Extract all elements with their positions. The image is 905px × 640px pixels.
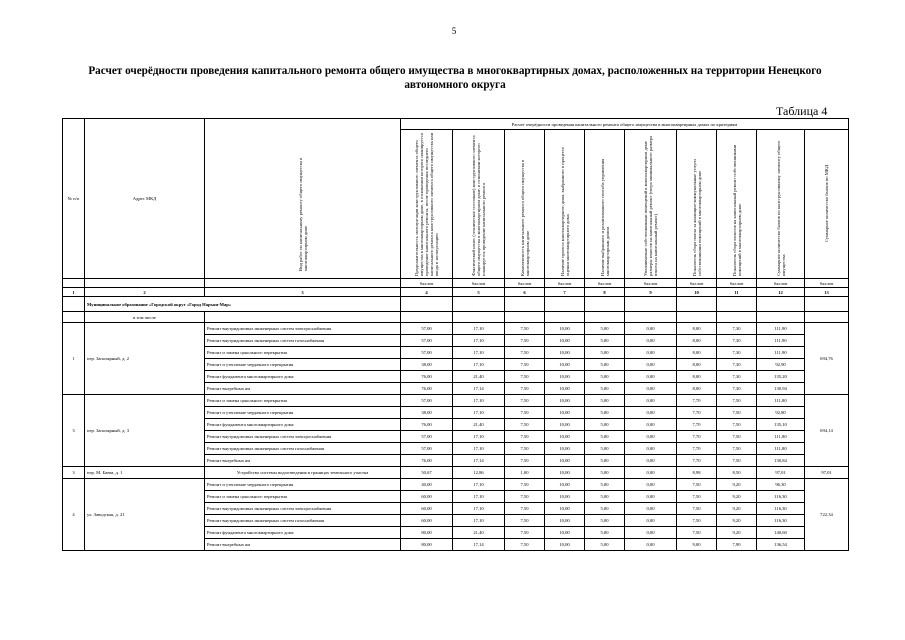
score-cell: 7,50 <box>677 491 717 503</box>
score-cell: 57,00 <box>401 323 453 335</box>
document-title: Расчет очерёдности проведения капитального ремонта общего имущества в многоквартирных домах, расположенных на территории Ненецкого автономного округа <box>88 65 822 91</box>
score-cell: 10,00 <box>545 539 585 551</box>
score-cell: 17,10 <box>453 335 505 347</box>
score-cell: 10,00 <box>545 443 585 455</box>
score-cell: 57,00 <box>401 431 453 443</box>
score-cell: 10,00 <box>545 503 585 515</box>
score-cell: 17,10 <box>453 515 505 527</box>
header-criterion-9: Уплачиваемые собственниками помещений в многоквартирном доме размеры взносов на капитальный ремонт (сверх минимального размера взноса на капитальный ремонт) <box>625 130 677 279</box>
score-cell: 7,50 <box>677 503 717 515</box>
score-cell: 135,10 <box>757 419 805 431</box>
score-cell: 111,90 <box>757 323 805 335</box>
score-cell: 17,10 <box>453 503 505 515</box>
score-cell: 10,00 <box>545 407 585 419</box>
score-cell: 5,00 <box>585 395 625 407</box>
score-cell: 7,50 <box>677 515 717 527</box>
mkd-total-cell: 97,01 <box>805 467 849 479</box>
column-number: 1 <box>63 288 85 297</box>
score-cell: 9,20 <box>717 479 757 491</box>
score-cell: 38,00 <box>401 407 453 419</box>
score-cell: 7,50 <box>505 503 545 515</box>
score-cell: 17,10 <box>453 479 505 491</box>
score-cell: 9,20 <box>717 491 757 503</box>
score-cell: 0,00 <box>625 443 677 455</box>
score-cell: 7,50 <box>505 335 545 347</box>
mkd-total-cell: 722,34 <box>805 479 849 551</box>
score-cell: 92,80 <box>757 407 805 419</box>
score-cell: 0,00 <box>625 407 677 419</box>
score-cell: 10,00 <box>545 383 585 395</box>
priority-table <box>62 118 849 551</box>
score-cell: 7,50 <box>505 527 545 539</box>
header-criterion-8: Наличие выбранного и реализованного способа управления многоквартирным домом <box>585 130 625 279</box>
score-cell: 76,00 <box>401 455 453 467</box>
score-cell: 0,00 <box>625 455 677 467</box>
score-cell: 7,50 <box>505 395 545 407</box>
score-cell: 7,50 <box>505 479 545 491</box>
unit-label: баллов <box>545 279 585 288</box>
municipality-name: Муниципальное образование «Городской округ «Город Нарьян-Мар» <box>85 297 401 312</box>
work-type-cell: Ремонт фундамента многоквартирного дома <box>205 419 401 431</box>
header-criterion-6: Комплексность капитального ремонта общего имущества в многоквартирном доме <box>505 130 545 279</box>
row-number: 4 <box>63 479 85 551</box>
score-cell: 0,00 <box>625 467 677 479</box>
score-cell: 5,00 <box>585 491 625 503</box>
score-cell: 17,10 <box>453 491 505 503</box>
score-cell: 7,70 <box>677 443 717 455</box>
score-cell: 0,00 <box>625 479 677 491</box>
score-cell: 17,10 <box>453 359 505 371</box>
score-cell: 8,98 <box>677 467 717 479</box>
work-type-cell: Ремонт внутридомовых инженерных систем газоснабжения <box>205 443 401 455</box>
unit-label: баллов <box>805 279 849 288</box>
score-cell: 10,00 <box>545 467 585 479</box>
score-cell: 5,00 <box>585 335 625 347</box>
score-cell: 7,50 <box>677 527 717 539</box>
table-row <box>63 479 849 491</box>
score-cell: 8,00 <box>677 371 717 383</box>
score-cell: 5,00 <box>585 419 625 431</box>
score-cell: 135,20 <box>757 371 805 383</box>
score-cell: 7,50 <box>717 431 757 443</box>
table-row <box>63 467 849 479</box>
score-cell: 7,30 <box>717 323 757 335</box>
score-cell: 17,10 <box>453 347 505 359</box>
including-row <box>63 312 849 323</box>
score-cell: 12,86 <box>453 467 505 479</box>
score-cell: 7,30 <box>717 359 757 371</box>
score-cell: 9,00 <box>677 539 717 551</box>
score-cell: 17,14 <box>453 383 505 395</box>
work-type-cell: Ремонт внутридомовых инженерных систем электроснабжения <box>205 431 401 443</box>
work-type-cell: Ремонт и замена цокольного перекрытия <box>205 395 401 407</box>
score-cell: 5,00 <box>585 347 625 359</box>
header-criterion-11: Показатель сбора взносов на капитальный ремонт собственниками помещений в многоквартирном доме <box>717 130 757 279</box>
score-cell: 7,50 <box>505 323 545 335</box>
score-cell: 0,00 <box>625 515 677 527</box>
score-cell: 5,00 <box>585 359 625 371</box>
unit-label: баллов <box>677 279 717 288</box>
score-cell: 7,50 <box>505 371 545 383</box>
score-cell: 5,00 <box>585 539 625 551</box>
score-cell: 21,40 <box>453 527 505 539</box>
score-cell: 5,00 <box>585 443 625 455</box>
score-cell: 10,00 <box>545 515 585 527</box>
column-number: 2 <box>85 288 205 297</box>
header-criterion-7: Наличие проекта многоквартирного дома, выбранного в процессе оценки многоквартирного дома <box>545 130 585 279</box>
work-type-cell: Ремонт внутридомовых инженерных систем электроснабжения <box>205 503 401 515</box>
column-number: 6 <box>505 288 545 297</box>
unit-label: баллов <box>401 279 453 288</box>
unit-label: баллов <box>757 279 805 288</box>
score-cell: 0,00 <box>625 371 677 383</box>
score-cell: 57,00 <box>401 395 453 407</box>
score-cell: 7,50 <box>505 419 545 431</box>
score-cell: 5,00 <box>585 503 625 515</box>
score-cell: 0,00 <box>625 395 677 407</box>
score-cell: 76,00 <box>401 371 453 383</box>
score-cell: 10,00 <box>545 491 585 503</box>
score-cell: 130,84 <box>757 455 805 467</box>
score-cell: 0,00 <box>625 491 677 503</box>
column-number: 11 <box>717 288 757 297</box>
score-cell: 7,50 <box>505 359 545 371</box>
score-cell: 7,70 <box>677 455 717 467</box>
score-cell: 5,00 <box>585 431 625 443</box>
score-cell: 7,50 <box>505 383 545 395</box>
score-cell: 1,00 <box>505 467 545 479</box>
score-cell: 8,00 <box>677 323 717 335</box>
work-type-cell: Ремонт внутридомовых инженерных систем газоснабжения <box>205 515 401 527</box>
row-number: 1 <box>63 323 85 395</box>
work-type-cell: Ремонт внутридомовых инженерных систем электроснабжения <box>205 323 401 335</box>
score-cell: 7,50 <box>505 407 545 419</box>
score-cell: 111,80 <box>757 395 805 407</box>
score-cell: 7,50 <box>505 443 545 455</box>
header-criterion-12: Суммарное количество баллов по конструктивному элементу общего имущества <box>757 130 805 279</box>
score-cell: 10,00 <box>545 323 585 335</box>
score-cell: 17,10 <box>453 323 505 335</box>
unit-label: баллов <box>453 279 505 288</box>
work-type-cell: Ремонт выгребных ям <box>205 539 401 551</box>
column-number: 13 <box>805 288 849 297</box>
work-type-cell: Устройство системы водоотведения в границах земельного участка <box>205 467 401 479</box>
score-cell: 10,00 <box>545 371 585 383</box>
column-number: 4 <box>401 288 453 297</box>
work-type-cell: Ремонт выгребных ям <box>205 383 401 395</box>
score-cell: 140,60 <box>757 527 805 539</box>
work-type-cell: Ремонт и утепление чердачного перекрытия <box>205 359 401 371</box>
unit-row <box>63 279 849 288</box>
score-cell: 9,20 <box>717 527 757 539</box>
score-cell: 10,00 <box>545 419 585 431</box>
score-cell: 17,10 <box>453 407 505 419</box>
index-row <box>63 288 849 297</box>
score-cell: 7,30 <box>717 371 757 383</box>
score-cell: 10,00 <box>545 335 585 347</box>
unit-label: баллов <box>505 279 545 288</box>
score-cell: 80,00 <box>401 539 453 551</box>
work-type-cell: Ремонт фундамента многоквартирного дома <box>205 371 401 383</box>
score-cell: 7,70 <box>677 419 717 431</box>
score-cell: 7,30 <box>717 383 757 395</box>
score-cell: 7,50 <box>505 539 545 551</box>
score-cell: 10,00 <box>545 347 585 359</box>
header-no: № п/п <box>63 119 85 279</box>
score-cell: 7,50 <box>505 491 545 503</box>
score-cell: 76,00 <box>401 383 453 395</box>
page-number: 5 <box>451 26 457 36</box>
score-cell: 111,90 <box>757 335 805 347</box>
score-cell: 7,50 <box>505 431 545 443</box>
column-number: 12 <box>757 288 805 297</box>
score-cell: 8,00 <box>677 383 717 395</box>
score-cell: 9,20 <box>717 515 757 527</box>
score-cell: 17,10 <box>453 431 505 443</box>
score-cell: 7,50 <box>505 515 545 527</box>
header-criterion-10: Показатель сбора платы за жилищно-коммунальные услуги собственниками помещений в многоквартирном доме <box>677 130 717 279</box>
column-number: 8 <box>585 288 625 297</box>
score-cell: 10,00 <box>545 431 585 443</box>
address-cell: пер. Заполярный, д. 2 <box>85 323 205 395</box>
score-cell: 0,00 <box>625 419 677 431</box>
score-cell: 7,30 <box>717 347 757 359</box>
score-cell: 116,30 <box>757 515 805 527</box>
score-cell: 57,00 <box>401 335 453 347</box>
municipality-row <box>63 297 849 312</box>
header-criterion-13: Суммарное количество баллов по МКД <box>805 130 849 279</box>
table-row <box>63 323 849 335</box>
score-cell: 21,40 <box>453 419 505 431</box>
score-cell: 0,00 <box>625 347 677 359</box>
score-cell: 7,70 <box>677 407 717 419</box>
score-cell: 57,00 <box>401 443 453 455</box>
score-cell: 21,40 <box>453 371 505 383</box>
column-number: 7 <box>545 288 585 297</box>
score-cell: 111,80 <box>757 443 805 455</box>
score-cell: 97,01 <box>757 467 805 479</box>
header-row-top <box>63 119 849 130</box>
unit-label: баллов <box>585 279 625 288</box>
score-cell: 136,54 <box>757 539 805 551</box>
table-row <box>63 395 849 407</box>
score-cell: 116,30 <box>757 503 805 515</box>
mkd-total-cell: 694,14 <box>805 395 849 467</box>
unit-label: баллов <box>717 279 757 288</box>
score-cell: 10,00 <box>545 395 585 407</box>
mkd-total-cell: 694,76 <box>805 323 849 395</box>
work-type-cell: Ремонт и замена цокольного перекрытия <box>205 491 401 503</box>
work-type-cell: Ремонт и утепление чердачного перекрытия <box>205 407 401 419</box>
score-cell: 10,00 <box>545 479 585 491</box>
address-cell: ул. Заводская, д. 21 <box>85 479 205 551</box>
score-cell: 7,50 <box>677 479 717 491</box>
score-cell: 7,30 <box>717 335 757 347</box>
score-cell: 38,00 <box>401 359 453 371</box>
score-cell: 92,90 <box>757 359 805 371</box>
header-criterion-5: Фактический износ (техническое состояние) конструктивного элемента общего имущества в многоквартирном доме, в отношении которого планируется проведение капитального ремонта <box>453 130 505 279</box>
column-number: 3 <box>205 288 401 297</box>
work-type-cell: Ремонт и утепление чердачного перекрытия <box>205 479 401 491</box>
score-cell: 7,50 <box>717 443 757 455</box>
unit-label: баллов <box>625 279 677 288</box>
table-label: Таблица 4 <box>776 104 828 118</box>
score-cell: 17,10 <box>453 395 505 407</box>
score-cell: 7,70 <box>677 395 717 407</box>
score-cell: 5,00 <box>585 323 625 335</box>
score-cell: 0,00 <box>625 323 677 335</box>
score-cell: 8,00 <box>677 347 717 359</box>
score-cell: 7,70 <box>677 431 717 443</box>
score-cell: 7,90 <box>717 539 757 551</box>
score-cell: 7,50 <box>717 395 757 407</box>
score-cell: 60,00 <box>401 491 453 503</box>
score-cell: 50,67 <box>401 467 453 479</box>
column-number: 10 <box>677 288 717 297</box>
score-cell: 0,00 <box>625 503 677 515</box>
row-number: 3 <box>63 395 85 467</box>
score-cell: 8,50 <box>717 467 757 479</box>
score-cell: 10,00 <box>545 455 585 467</box>
score-cell: 9,20 <box>717 503 757 515</box>
score-cell: 8,00 <box>677 335 717 347</box>
score-cell: 5,00 <box>585 383 625 395</box>
score-cell: 57,00 <box>401 347 453 359</box>
address-cell: пер. М. Баева, д. 1 <box>85 467 205 479</box>
work-type-cell: Ремонт выгребных ям <box>205 455 401 467</box>
score-cell: 17,14 <box>453 539 505 551</box>
score-cell: 5,00 <box>585 407 625 419</box>
score-cell: 0,00 <box>625 527 677 539</box>
address-cell: пер. Заполярный, д. 3 <box>85 395 205 467</box>
score-cell: 0,00 <box>625 359 677 371</box>
row-number: 3 <box>63 467 85 479</box>
score-cell: 5,00 <box>585 479 625 491</box>
score-cell: 96,30 <box>757 479 805 491</box>
score-cell: 116,30 <box>757 491 805 503</box>
work-type-cell: Ремонт фундамента многоквартирного дома <box>205 527 401 539</box>
score-cell: 5,00 <box>585 455 625 467</box>
score-cell: 76,00 <box>401 419 453 431</box>
score-cell: 80,00 <box>401 527 453 539</box>
score-cell: 7,50 <box>717 455 757 467</box>
score-cell: 7,50 <box>505 347 545 359</box>
score-cell: 111,80 <box>757 431 805 443</box>
score-cell: 130,94 <box>757 383 805 395</box>
score-cell: 7,50 <box>505 455 545 467</box>
score-cell: 17,14 <box>453 455 505 467</box>
score-cell: 17,10 <box>453 443 505 455</box>
score-cell: 40,00 <box>401 479 453 491</box>
score-cell: 10,00 <box>545 527 585 539</box>
score-cell: 10,00 <box>545 359 585 371</box>
score-cell: 5,00 <box>585 467 625 479</box>
work-type-cell: Ремонт и замена цокольного перекрытия <box>205 347 401 359</box>
score-cell: 60,00 <box>401 515 453 527</box>
header-criterion-4: Продолжительность эксплуатации конструктивного элемента общего имущества в многоквартирном доме, в отношении которого планируется проведение капитального ремонта, после проведения последнего капитального ремонта конструктивного элемента общего имущества или ввода в эксплуатацию <box>401 130 453 279</box>
score-cell: 60,00 <box>401 503 453 515</box>
including-label: в том числе <box>85 312 205 323</box>
score-cell: 7,50 <box>717 407 757 419</box>
score-cell: 111,90 <box>757 347 805 359</box>
column-number: 9 <box>625 288 677 297</box>
column-number: 5 <box>453 288 505 297</box>
header-work-type: Вид работ по капитальному ремонту общего имущества в многоквартирном доме <box>205 119 401 279</box>
score-cell: 0,00 <box>625 431 677 443</box>
header-address: Адрес МКД <box>85 119 205 279</box>
score-cell: 0,00 <box>625 539 677 551</box>
header-criteria-group: Расчет очерёдности проведения капитального ремонта общего имущества в многоквартирных домах по критериям <box>401 119 849 130</box>
score-cell: 0,00 <box>625 383 677 395</box>
score-cell: 0,00 <box>625 335 677 347</box>
score-cell: 5,00 <box>585 527 625 539</box>
work-type-cell: Ремонт внутридомовых инженерных систем газоснабжения <box>205 335 401 347</box>
score-cell: 7,50 <box>717 419 757 431</box>
score-cell: 5,00 <box>585 371 625 383</box>
score-cell: 5,00 <box>585 515 625 527</box>
score-cell: 8,00 <box>677 359 717 371</box>
